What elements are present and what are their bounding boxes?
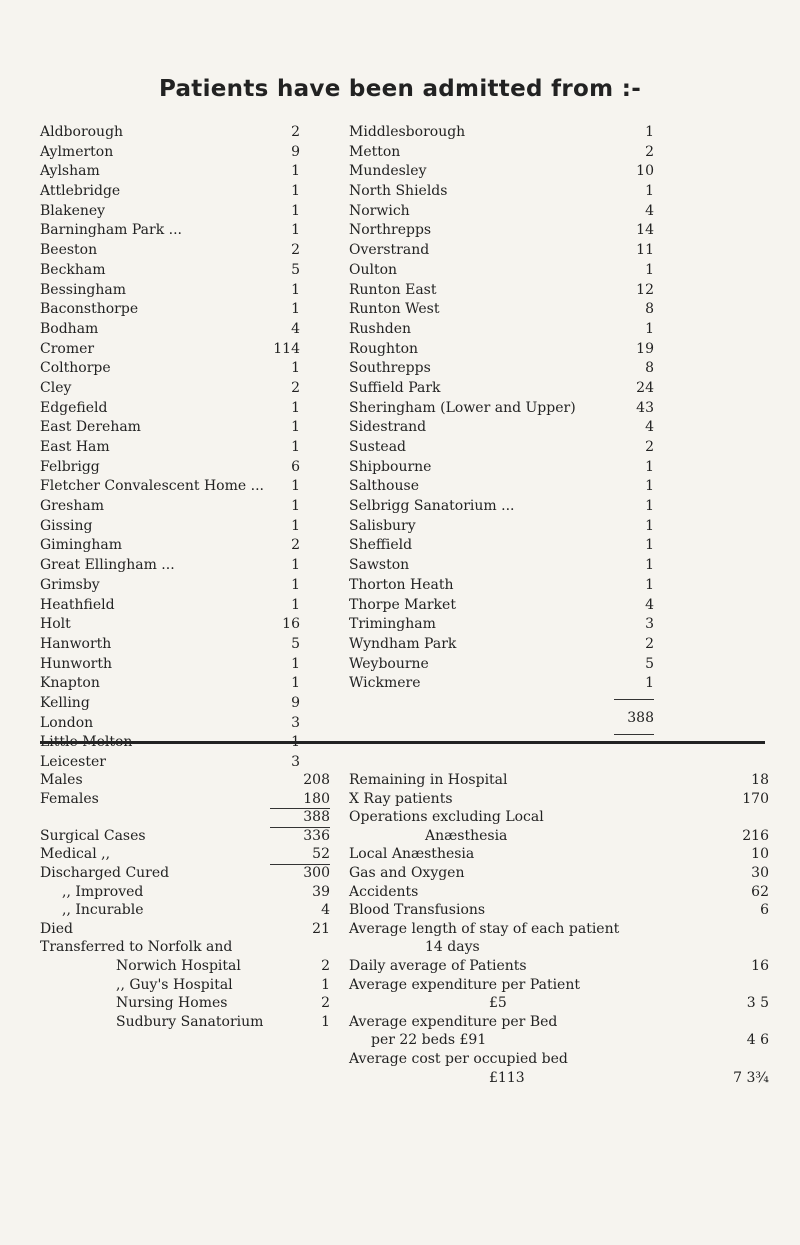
place-name: Bodham — [40, 320, 99, 337]
place-name: Northrepps — [349, 222, 432, 239]
place-count: 114 — [273, 340, 300, 357]
stat-label: Medical ,, — [40, 846, 111, 863]
place-count: 1 — [645, 183, 654, 200]
place-name: Barningham Park ... — [40, 222, 183, 239]
place-name: East Dereham — [40, 419, 141, 436]
place-row — [349, 281, 654, 301]
place-name: Heathfield — [40, 596, 115, 613]
stat-row — [40, 957, 330, 976]
place-row — [40, 281, 300, 301]
place-row — [349, 517, 654, 537]
place-name: Southrepps — [349, 360, 431, 377]
stat-value: 6 — [760, 902, 769, 919]
place-row — [349, 123, 654, 143]
place-name: Felbrigg — [40, 458, 100, 475]
place-name: Leicester — [40, 754, 106, 770]
place-name: Wickmere — [349, 675, 421, 692]
place-row — [40, 359, 300, 379]
total-rule-top — [614, 699, 654, 700]
place-name: Grimsby — [40, 576, 100, 593]
place-name: Roughton — [349, 340, 419, 357]
subtotal-rule — [270, 827, 330, 828]
place-name: Salthouse — [349, 478, 419, 495]
place-count: 3 — [291, 714, 300, 731]
place-name: Thorton Heath — [349, 576, 454, 593]
place-name: Overstrand — [349, 242, 430, 259]
stat-value: 216 — [742, 827, 769, 844]
stat-value: 1 — [321, 976, 330, 993]
place-row — [349, 162, 654, 182]
place-row — [349, 359, 654, 379]
stat-value: 39 — [312, 883, 330, 900]
place-count: 16 — [282, 616, 300, 633]
stat-label: Local Anæsthesia — [349, 846, 475, 863]
place-count: 43 — [636, 399, 654, 416]
place-count: 1 — [645, 675, 654, 692]
place-row — [40, 340, 300, 360]
place-row — [349, 576, 654, 596]
place-row — [349, 536, 654, 556]
place-row — [40, 635, 300, 655]
place-count: 1 — [291, 498, 300, 515]
place-name: Weybourne — [349, 655, 429, 672]
place-name: Knapton — [40, 675, 100, 692]
stat-value: 30 — [751, 864, 769, 881]
place-row — [349, 241, 654, 261]
place-name: Aylsham — [40, 163, 100, 180]
stat-row — [349, 864, 769, 883]
stat-label: Discharged Cured — [40, 864, 170, 881]
place-name: Bessingham — [40, 281, 127, 298]
place-count: 1 — [645, 517, 654, 534]
place-row — [349, 674, 654, 694]
stat-label: £5 — [489, 995, 507, 1012]
place-name: Runton West — [349, 301, 440, 318]
place-count: 4 — [645, 202, 654, 219]
place-count: 4 — [645, 419, 654, 436]
place-name: Thorpe Market — [349, 596, 456, 613]
place-row — [40, 202, 300, 222]
place-count: 4 — [645, 596, 654, 613]
stat-value: 180 — [303, 790, 330, 807]
stat-label: X Ray patients — [349, 790, 453, 807]
place-row — [349, 399, 654, 419]
place-row — [40, 143, 300, 163]
stat-value: 170 — [742, 790, 769, 807]
stat-label: £113 — [489, 1069, 525, 1086]
place-count: 1 — [645, 537, 654, 554]
stat-value: 1 — [321, 1013, 330, 1030]
place-count: 1 — [291, 517, 300, 534]
stat-label: ,, Incurable — [62, 902, 144, 919]
stat-row — [40, 827, 330, 846]
place-name: Runton East — [349, 281, 437, 298]
place-count: 1 — [291, 399, 300, 416]
place-count: 1 — [291, 202, 300, 219]
place-count: 19 — [636, 340, 654, 357]
place-count: 3 — [291, 754, 300, 770]
place-name: Kelling — [40, 694, 90, 711]
place-name: Gimingham — [40, 537, 123, 554]
stat-row — [349, 883, 769, 902]
stat-row — [349, 1069, 769, 1088]
total-rule-bottom — [614, 734, 654, 735]
place-row — [349, 615, 654, 635]
place-name: Edgefield — [40, 399, 108, 416]
stat-value: 7 3¾ — [733, 1069, 769, 1086]
stat-value: 2 — [321, 957, 330, 974]
place-row — [40, 438, 300, 458]
place-count: 6 — [291, 458, 300, 475]
place-name: Gissing — [40, 517, 93, 534]
place-row — [349, 497, 654, 517]
stat-label: Sudbury Sanatorium — [116, 1013, 264, 1030]
place-count: 10 — [636, 163, 654, 180]
place-count: 2 — [291, 242, 300, 259]
place-count: 1 — [291, 596, 300, 613]
page-title: Patients have been admitted from :- — [158, 76, 642, 102]
stat-label: Surgical Cases — [40, 827, 146, 844]
place-name: Mundesley — [349, 163, 427, 180]
place-row — [40, 418, 300, 438]
place-row — [40, 379, 300, 399]
place-count: 5 — [645, 655, 654, 672]
place-row — [349, 320, 654, 340]
place-count: 4 — [291, 320, 300, 337]
place-row — [40, 162, 300, 182]
stat-row — [40, 938, 330, 957]
stat-value: 18 — [751, 772, 769, 788]
section-divider — [40, 741, 765, 744]
stat-value: 4 6 — [746, 1032, 769, 1049]
place-row — [349, 458, 654, 478]
stat-row — [40, 883, 330, 902]
place-row — [349, 261, 654, 281]
place-row — [40, 320, 300, 340]
place-count: 9 — [291, 143, 300, 160]
place-count: 1 — [291, 675, 300, 692]
stat-row — [349, 808, 769, 827]
stat-label: Females — [40, 790, 99, 807]
stat-value: 52 — [312, 846, 330, 863]
stat-row — [349, 771, 769, 790]
place-count: 2 — [645, 439, 654, 455]
place-count: 1 — [291, 557, 300, 574]
place-row — [40, 694, 300, 714]
place-count: 1 — [291, 281, 300, 298]
place-count: 1 — [645, 458, 654, 475]
place-name: Sustead — [349, 439, 407, 455]
place-count: 11 — [636, 242, 654, 259]
place-row — [40, 477, 300, 497]
stat-row — [40, 994, 330, 1013]
place-name: Wyndham Park — [349, 635, 457, 652]
stat-value: 2 — [321, 995, 330, 1012]
stat-value: 10 — [751, 846, 769, 863]
stat-label: Average expenditure per Patient — [349, 976, 580, 993]
place-count: 2 — [645, 143, 654, 160]
stat-row — [40, 920, 330, 939]
stat-value: 300 — [303, 864, 330, 881]
place-row — [40, 221, 300, 241]
stat-label: Gas and Oxygen — [349, 864, 465, 881]
stat-row — [349, 938, 769, 957]
place-count: 24 — [636, 379, 654, 396]
place-name: Holt — [40, 616, 71, 633]
place-row — [349, 340, 654, 360]
stat-label: Accidents — [349, 883, 419, 900]
place-name: North Shields — [349, 183, 448, 200]
place-name: Cromer — [40, 340, 95, 357]
place-name: Sheringham (Lower and Upper) — [349, 399, 576, 416]
place-row — [40, 596, 300, 616]
places-total: 388 — [627, 710, 654, 726]
place-name: Great Ellingham ... — [40, 557, 175, 574]
place-count: 1 — [291, 655, 300, 672]
place-row — [40, 458, 300, 478]
stat-label: Died — [40, 920, 73, 937]
place-row — [40, 576, 300, 596]
stat-label: Anæsthesia — [425, 827, 508, 844]
place-name: Sheffield — [349, 537, 413, 554]
place-name: Attlebridge — [40, 183, 121, 200]
place-name: Gresham — [40, 498, 104, 515]
place-count: 2 — [645, 635, 654, 652]
place-name: Norwich — [349, 202, 410, 219]
stat-label: Remaining in Hospital — [349, 772, 508, 788]
stat-row — [349, 920, 769, 939]
place-name: Blakeney — [40, 202, 106, 219]
place-count: 1 — [645, 498, 654, 515]
place-count: 8 — [645, 301, 654, 318]
place-row — [349, 596, 654, 616]
place-name: Aldborough — [40, 124, 124, 140]
place-name: East Ham — [40, 439, 110, 455]
place-count: 9 — [291, 694, 300, 711]
place-count: 1 — [645, 576, 654, 593]
stat-row — [349, 1050, 769, 1069]
stats-right — [349, 771, 769, 1087]
stat-row — [349, 845, 769, 864]
place-row — [40, 399, 300, 419]
place-count: 1 — [645, 557, 654, 574]
stat-row — [349, 976, 769, 995]
stat-value: 336 — [303, 827, 330, 844]
stat-label: Daily average of Patients — [349, 957, 527, 974]
place-row — [40, 182, 300, 202]
place-row — [349, 221, 654, 241]
left-places-list — [40, 123, 300, 773]
place-name: Colthorpe — [40, 360, 111, 377]
place-count: 1 — [645, 261, 654, 278]
place-name: Cley — [40, 379, 72, 396]
place-row — [349, 477, 654, 497]
place-name: Suffield Park — [349, 379, 441, 396]
stat-row — [40, 845, 330, 864]
place-row — [349, 556, 654, 576]
place-count: 1 — [291, 419, 300, 436]
place-row — [40, 536, 300, 556]
stat-label: Operations excluding Local — [349, 809, 544, 826]
place-name: Rushden — [349, 320, 412, 337]
place-name: Trimingham — [349, 616, 436, 633]
place-count: 2 — [291, 124, 300, 140]
place-count: 1 — [291, 478, 300, 495]
place-row — [40, 674, 300, 694]
stat-row — [349, 901, 769, 920]
stat-row — [349, 827, 769, 846]
place-row — [349, 655, 654, 675]
stat-label: Average expenditure per Bed — [349, 1013, 558, 1030]
place-count: 5 — [291, 261, 300, 278]
stat-row — [40, 901, 330, 920]
stat-value: 21 — [312, 920, 330, 937]
stat-label: ,, Improved — [62, 883, 144, 900]
stat-label: Average cost per occupied bed — [349, 1050, 568, 1067]
stat-row — [40, 976, 330, 995]
place-row — [349, 379, 654, 399]
place-name: Beeston — [40, 242, 98, 259]
place-count: 5 — [291, 635, 300, 652]
right-places-list — [349, 123, 654, 694]
stat-label: per 22 beds £91 — [371, 1032, 487, 1049]
place-row — [40, 655, 300, 675]
place-count: 8 — [645, 360, 654, 377]
place-row — [40, 300, 300, 320]
place-count: 1 — [291, 183, 300, 200]
stat-row — [349, 994, 769, 1013]
place-name: London — [40, 714, 94, 731]
place-row — [349, 182, 654, 202]
place-name: Aylmerton — [40, 143, 114, 160]
stat-value: 4 — [321, 902, 330, 919]
place-count: 14 — [636, 222, 654, 239]
place-count: 2 — [291, 537, 300, 554]
place-name: Salisbury — [349, 517, 416, 534]
place-name: Oulton — [349, 261, 398, 278]
place-row — [349, 300, 654, 320]
place-count: 1 — [291, 360, 300, 377]
stats-left — [40, 771, 330, 1031]
stat-label: Males — [40, 772, 83, 788]
place-count: 1 — [645, 478, 654, 495]
stat-row — [349, 957, 769, 976]
place-count: 1 — [291, 576, 300, 593]
place-row — [349, 418, 654, 438]
stat-label: Nursing Homes — [116, 995, 228, 1012]
place-row — [349, 438, 654, 458]
subtotal-rule — [270, 864, 330, 865]
place-count: 1 — [291, 163, 300, 180]
place-row — [40, 241, 300, 261]
place-row — [40, 517, 300, 537]
place-count: 1 — [291, 439, 300, 455]
stat-row — [349, 790, 769, 809]
stat-value: 3 5 — [746, 995, 769, 1012]
place-name: Middlesborough — [349, 124, 466, 140]
place-name: Sawston — [349, 557, 410, 574]
place-name: Selbrigg Sanatorium ... — [349, 498, 515, 515]
place-name: Baconsthorpe — [40, 301, 139, 318]
stat-row — [40, 1013, 330, 1032]
stat-label: Blood Transfusions — [349, 902, 486, 919]
place-row — [349, 635, 654, 655]
place-row — [40, 714, 300, 734]
place-name: Fletcher Convalescent Home ... — [40, 478, 264, 495]
place-row — [349, 202, 654, 222]
stat-label: Norwich Hospital — [116, 957, 241, 974]
place-count: 1 — [291, 222, 300, 239]
place-row — [349, 143, 654, 163]
stat-row — [40, 864, 330, 883]
place-row — [40, 261, 300, 281]
place-count: 12 — [636, 281, 654, 298]
stat-row — [40, 808, 330, 827]
place-row — [40, 753, 300, 773]
stat-label: ,, Guy's Hospital — [116, 976, 233, 993]
place-count: 1 — [645, 124, 654, 140]
subtotal-rule — [270, 808, 330, 809]
place-name: Hanworth — [40, 635, 112, 652]
stat-value: 62 — [751, 883, 769, 900]
stat-row — [349, 1013, 769, 1032]
place-name: Beckham — [40, 261, 106, 278]
stat-value: 208 — [303, 772, 330, 788]
stat-label: Average length of stay of each patient — [349, 920, 620, 937]
place-row — [40, 556, 300, 576]
stat-value: 388 — [303, 809, 330, 826]
stat-label: Transferred to Norfolk and — [40, 939, 233, 956]
place-count: 3 — [645, 616, 654, 633]
place-count: 1 — [645, 320, 654, 337]
place-name: Sidestrand — [349, 419, 427, 436]
place-count: 1 — [291, 301, 300, 318]
place-count: 2 — [291, 379, 300, 396]
place-row — [40, 497, 300, 517]
place-name: Shipbourne — [349, 458, 432, 475]
stat-label: 14 days — [425, 939, 480, 956]
stat-row — [40, 771, 330, 790]
place-name: Metton — [349, 143, 401, 160]
place-row — [40, 615, 300, 635]
stat-row — [349, 1031, 769, 1050]
stat-value: 16 — [751, 957, 769, 974]
place-row — [40, 123, 300, 143]
place-name: Hunworth — [40, 655, 112, 672]
stat-row — [40, 790, 330, 809]
